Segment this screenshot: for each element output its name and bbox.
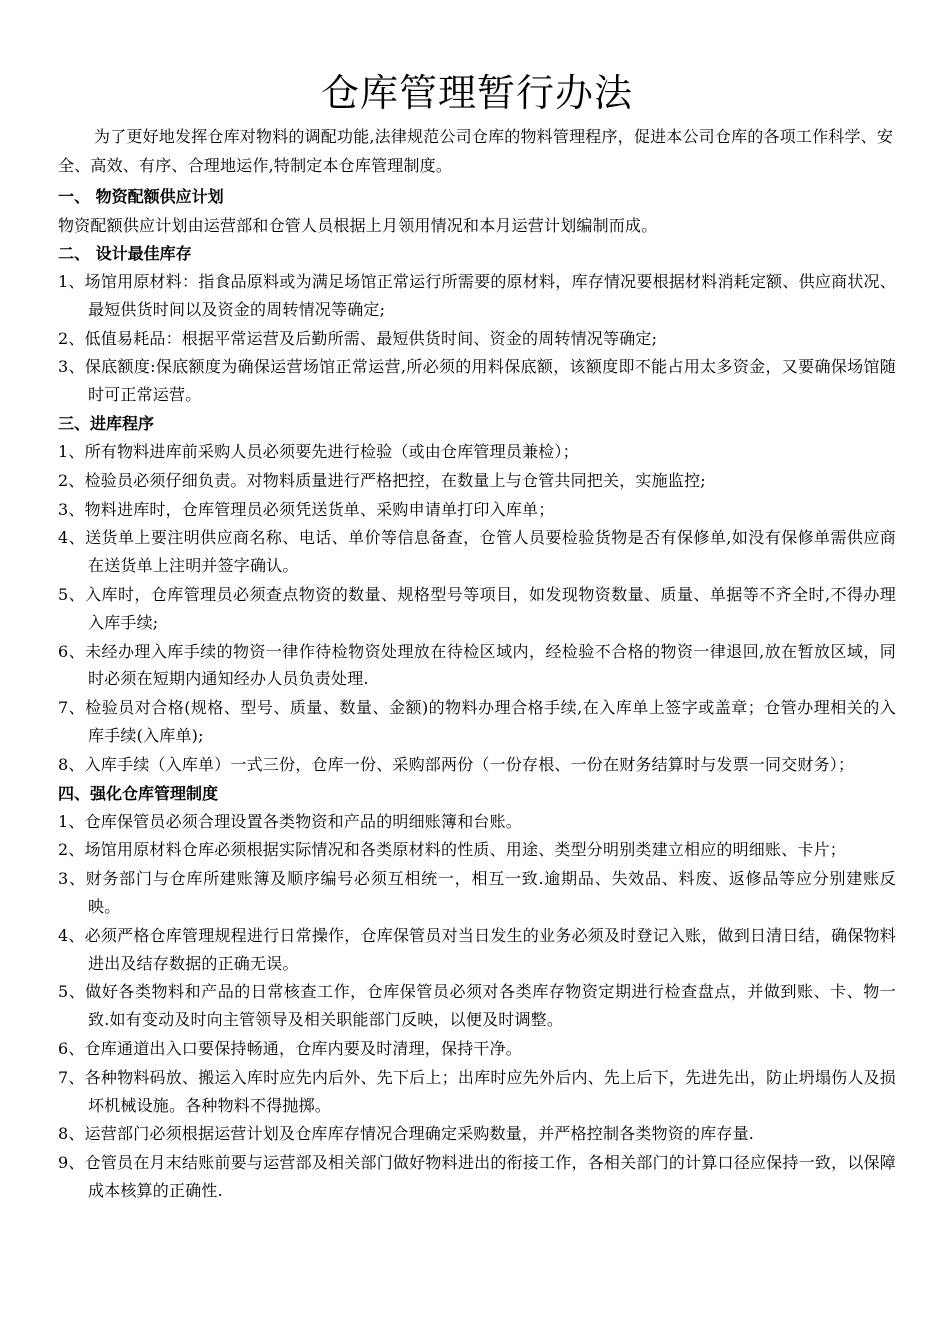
list-item <box>58 438 896 466</box>
item-text: 入库手续（入库单）一式三份，仓库一份、采购部两份（一份存根、一份在财务结算时与发票一同交财务）； <box>84 754 855 774</box>
section-supply-plan <box>58 183 896 240</box>
item-number: 3、 <box>58 869 86 889</box>
item-number: 5、 <box>58 982 86 1002</box>
list-item <box>58 1120 896 1148</box>
item-number: 3、 <box>58 499 85 519</box>
item-number: 5、 <box>58 584 86 604</box>
item-text: 保底额度:保底额度为确保运营场馆正常运营,所必须的用料保底额，该额度即不能占用太多资金，又要确保场馆随时可正常运营。 <box>84 357 896 405</box>
section-management <box>58 780 896 1205</box>
list-item <box>58 751 896 779</box>
item-text: 财务部门与仓库所建账簿及顺序编号必须互相统一，相互一致.逾期品、失效品、料废、返修品等应分别建账反映。 <box>85 869 896 916</box>
item-text: 送货单上要注明供应商名称、电话、单价等信息备查，仓管人员要检验货物是否有保修单,如没有保修单需供应商在送货单上注明并签字确认。 <box>85 528 896 576</box>
list-item <box>58 865 896 921</box>
section-heading: 三、进库程序 <box>58 413 155 433</box>
item-number: 6、 <box>58 641 86 661</box>
list-item <box>58 1149 896 1205</box>
item-text: 仓库通道出入口要保持畅通，仓库内要及时清理，保持干净。 <box>84 1038 522 1058</box>
item-number: 4、 <box>58 925 85 945</box>
section-inventory <box>58 240 896 409</box>
item-number: 2、 <box>58 840 85 860</box>
item-list <box>58 438 896 779</box>
document-page <box>58 70 896 1206</box>
list-item <box>58 1035 896 1063</box>
list-item <box>58 496 896 524</box>
list-item <box>58 325 896 353</box>
list-item <box>58 467 896 495</box>
item-list <box>58 268 896 409</box>
section-heading: 四、强化仓库管理制度 <box>58 783 219 803</box>
document-title: 仓库管理暂行办法 <box>320 71 633 115</box>
item-text: 必须严格仓库管理规程进行日常操作，仓库保管员对当日发生的业务必须及时登记入账，做到日清日结，确保物料进出及结存数据的正确无误。 <box>84 925 896 973</box>
item-number: 1、 <box>58 811 85 831</box>
item-text: 检验员对合格(规格、型号、质量、数量、金额)的物料办理合格手续,在入库单上签字或盖章；仓管办理相关的入库手续(入库单); <box>85 698 896 745</box>
section-receiving <box>58 410 896 779</box>
list-item <box>58 694 896 750</box>
section-heading: 二、 设计最佳库存 <box>58 244 192 263</box>
item-number: 1、 <box>58 272 85 291</box>
item-text: 各种物料码放、搬运入库时应先内后外、先下后上；出库时应先外后内、先上后下，先进先出，防止坍塌伤人及损坏机械设施。各种物料不得抛掷。 <box>84 1067 896 1115</box>
item-number: 9、 <box>58 1153 85 1173</box>
item-text: 场馆用原材料仓库必须根据实际情况和各类原材料的性质、用途、类型分明别类建立相应的明细账、卡片； <box>84 840 846 860</box>
item-number: 7、 <box>58 698 86 718</box>
item-number: 8、 <box>58 754 85 774</box>
item-text: 检验员必须仔细负责。对物料质量进行严格把控，在数量上与仓管共同把关，实施监控; <box>84 470 706 490</box>
item-list <box>58 808 896 1205</box>
item-number: 8、 <box>58 1124 85 1144</box>
intro-paragraph: 为了更好地发挥仓库对物料的调配功能,法律规范公司仓库的物料管理程序，促进本公司仓库的各项工作科学、安全、高效、有序、合理地运作,特制定本仓库管理制度。 <box>58 127 894 175</box>
list-item <box>58 268 896 324</box>
list-item <box>58 353 896 409</box>
list-item <box>58 1064 896 1120</box>
item-text: 未经办理入库手续的物资一律作待检物资处理放在待检区域内，经检验不合格的物资一律退回,放在暂放区域，同时必须在短期内通知经办人员负责处理. <box>85 641 896 689</box>
item-number: 2、 <box>58 470 85 490</box>
item-text: 所有物料进库前采购人员必须要先进行检验（或由仓库管理员兼检）； <box>84 441 579 461</box>
list-item <box>58 524 896 580</box>
item-text: 做好各类物料和产品的日常核查工作，仓库保管员必须对各类库存物资定期进行检查盘点，并做到账、卡、物一致.如有变动及时向主管领导及相关职能部门反映，以便及时调整。 <box>85 982 896 1030</box>
item-text: 物料进库时，仓库管理员必须凭送货单、采购申请单打印入库单； <box>84 499 555 519</box>
item-number: 2、 <box>58 328 85 348</box>
item-text: 运营部门必须根据运营计划及仓库库存情况合理确定采购数量，并严格控制各类物资的库存量. <box>84 1124 755 1144</box>
list-item <box>58 836 896 864</box>
item-text: 入库时，仓库管理员必须查点物资的数量、规格型号等项目，如发现物资数量、质量、单据等不齐全时,不得办理入库手续; <box>85 584 896 632</box>
list-item <box>58 978 896 1034</box>
item-number: 1、 <box>58 441 85 461</box>
item-number: 3、 <box>58 357 85 377</box>
item-number: 7、 <box>58 1067 85 1087</box>
item-number: 6、 <box>58 1038 85 1058</box>
list-item <box>58 808 896 836</box>
item-number: 4、 <box>58 528 86 548</box>
list-item <box>58 581 896 637</box>
item-text: 场馆用原材料：指食品原料或为满足场馆正常运行所需要的原材料，库存情况要根据材料消耗定额、供应商状况、最短供货时间以及资金的周转情况等确定; <box>84 272 896 319</box>
item-text: 仓管员在月末结账前要与运营部及相关部门做好物料进出的衔接工作，各相关部门的计算口径应保持一致，以保障成本核算的正确性. <box>84 1153 896 1200</box>
list-item <box>58 638 896 694</box>
section-text: 物资配额供应计划由运营部和仓管人员根据上月领用情况和本月运营计划编制而成。 <box>58 216 658 235</box>
list-item <box>58 922 896 978</box>
item-text: 仓库保管员必须合理设置各类物资和产品的明细账簿和台账。 <box>84 811 522 831</box>
item-text: 低值易耗品：根据平常运营及后勤所需、最短供货时间、资金的周转情况等确定; <box>84 328 658 348</box>
section-heading: 一、 物资配额供应计划 <box>58 187 224 206</box>
